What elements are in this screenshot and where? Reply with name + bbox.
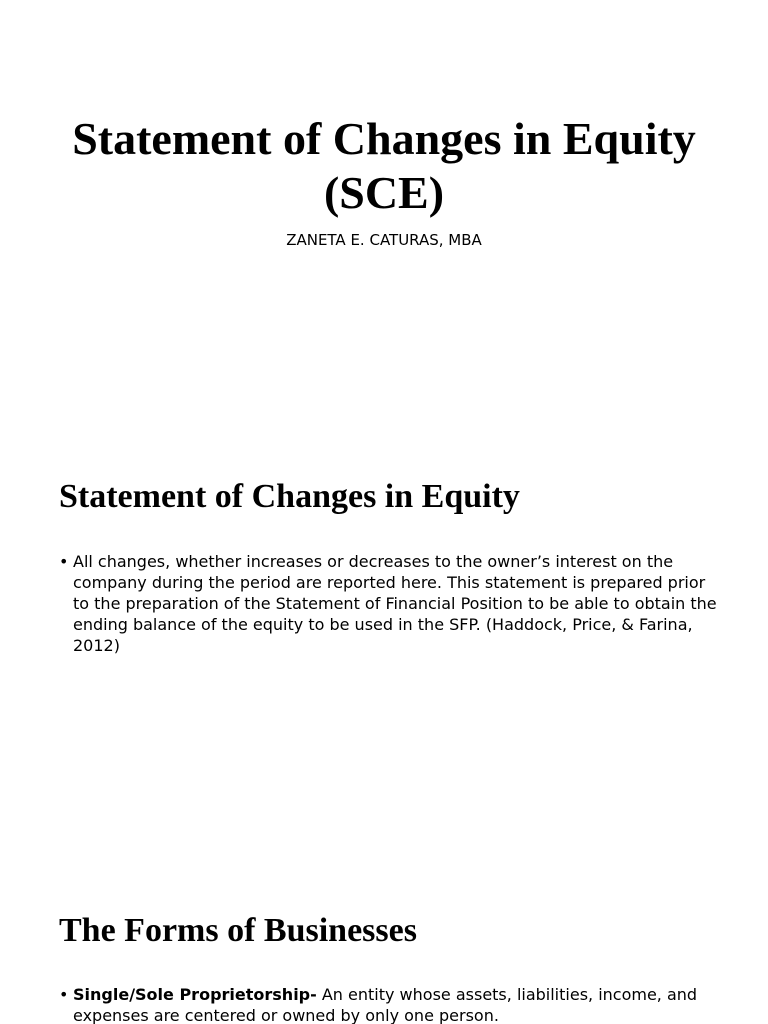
bullet-list xyxy=(59,551,719,656)
slide-sce-definition xyxy=(0,434,768,868)
bullet-icon: • xyxy=(59,552,69,571)
slide-title xyxy=(0,0,768,434)
presenter-name: ZANETA E. CATURAS, MBA xyxy=(286,231,482,249)
presentation-title: Statement of Changes in Equity (SCE) xyxy=(72,113,696,218)
slide-forms-of-businesses xyxy=(0,868,768,1024)
bullet-term: Single/Sole Proprietorship- xyxy=(73,985,317,1004)
bullet-item xyxy=(59,984,719,1024)
bullet-item xyxy=(59,551,719,656)
bullet-text: All changes, whether increases or decreases to the owner’s interest on the company during the period are reported here. This statement is prepared prior to the preparation of the Statement of Financial Position to be able to obtain the ending balance of the equity to be used in the SFP. (Haddock, Price, & Farina, 2012) xyxy=(73,552,717,655)
bullet-icon: • xyxy=(59,985,69,1004)
bullet-text: An entity whose assets, liabilities, income, and expenses are centered or owned by only one person. xyxy=(73,985,698,1024)
bullet-list xyxy=(59,984,719,1024)
slide-heading: Statement of Changes in Equity xyxy=(59,478,520,515)
slide-heading: The Forms of Businesses xyxy=(59,912,417,949)
